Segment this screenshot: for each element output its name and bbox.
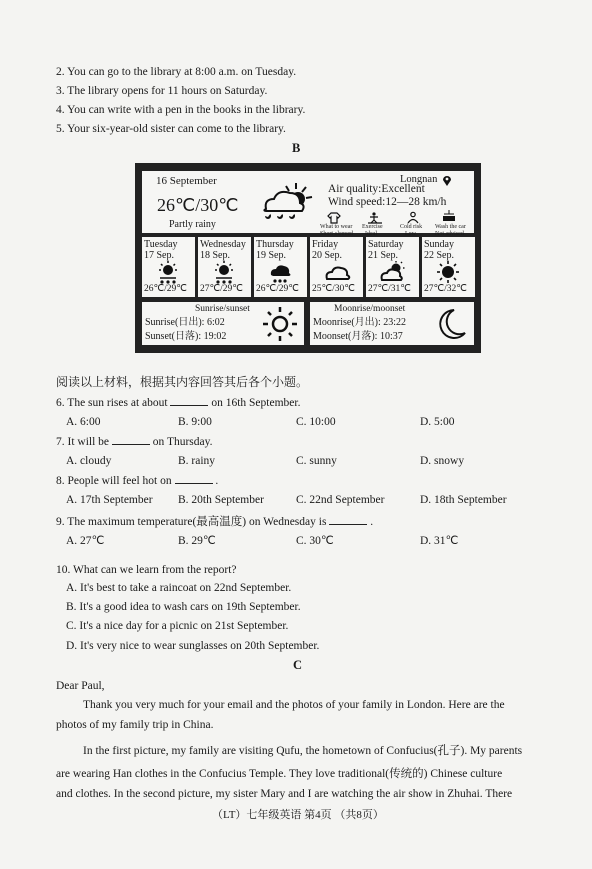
forecast-day-name: Tuesday <box>144 239 178 250</box>
question-10-option-c: C. It's a nice day for a picnic on 21st September. <box>66 620 289 632</box>
moon-icon <box>438 309 466 339</box>
forecast-day-name: Saturday <box>368 239 404 250</box>
letter-line-3: In the first picture, my family are visiting Qufu, the hometown of Confucius(孔子). My parents <box>83 745 523 757</box>
forecast-day <box>142 237 195 297</box>
page-footer: （LT）七年级英语 第4页 （共8页） <box>212 809 384 821</box>
sunset-time: Sunset(日落): 19:02 <box>145 331 227 342</box>
moon-title: Moonrise/moonset <box>334 304 406 314</box>
answer-option: D. 31℃ <box>420 535 459 547</box>
answer-blank[interactable] <box>175 474 213 484</box>
answer-option: B. 9:00 <box>178 416 212 428</box>
answer-option: A. 6:00 <box>66 416 101 428</box>
answer-option: A. cloudy <box>66 455 112 467</box>
sun-cloud-icon <box>379 261 405 285</box>
forecast-day-date: 21 Sep. <box>368 250 398 261</box>
tip-cold-value: Low <box>405 231 416 237</box>
answer-blank[interactable] <box>170 396 208 406</box>
forecast-day <box>254 237 307 297</box>
today-temp: 26℃/30℃ <box>157 195 239 215</box>
letter-greeting: Dear Paul, <box>56 680 105 692</box>
sun-cloud-rain-icon <box>258 181 318 231</box>
statement-5: 5. Your six-year-old sister can come to the library. <box>56 123 286 135</box>
answer-option: C. sunny <box>296 455 337 467</box>
sun-title: Sunrise/sunset <box>195 304 250 314</box>
forecast-day-temp: 27℃/32℃ <box>424 284 467 294</box>
question-tail: . <box>215 475 219 487</box>
letter-line-1: Thank you very much for your email and the photos of your family in London. Here are the <box>83 699 505 711</box>
answer-option: A. 27℃ <box>66 535 105 547</box>
answer-option: B. 20th September <box>178 494 264 506</box>
today-date: 16 September <box>156 175 217 187</box>
city-name: Longnan <box>400 174 438 185</box>
question-10-stem: 10. What can we learn from the report? <box>56 564 237 576</box>
question-text: 7. It will be <box>56 436 110 448</box>
tip-cold-label: Cold risk <box>400 224 423 230</box>
question-10-option-d: D. It's very nice to wear sunglasses on 20th September. <box>66 640 320 652</box>
forecast-day-date: 17 Sep. <box>144 250 174 261</box>
letter-line-4: are wearing Han clothes in the Confucius Temple. They love traditional(传统的) Chinese culture <box>56 768 503 780</box>
question-stem <box>56 435 213 448</box>
answer-option: D. 18th September <box>420 494 507 506</box>
forecast-day-date: 18 Sep. <box>200 250 230 261</box>
letter-line-5: and clothes. In the second picture, my sister Mary and I are watching the air show in Zhuhai. There <box>56 788 513 800</box>
rain-cloud-icon <box>267 261 293 285</box>
question-text: 8. People will feel hot on <box>56 475 172 487</box>
car-wash-icon <box>442 210 456 222</box>
cold-risk-icon <box>407 212 419 223</box>
moonset-time: Moonset(月落): 10:37 <box>313 331 403 342</box>
sunrise-time: Sunrise(日出): 6:02 <box>145 317 225 328</box>
tip-wear-label: What to wear <box>320 224 353 230</box>
forecast-day-name: Friday <box>312 239 339 250</box>
section-c-heading: C <box>293 658 303 672</box>
statement-4: 4. You can write with a pen in the books in the library. <box>56 104 306 116</box>
answer-blank[interactable] <box>112 435 150 445</box>
wind-speed: Wind speed:12—28 km/h <box>328 196 447 208</box>
question-text: 9. The maximum temperature(最高温度) on Wednesday is <box>56 516 327 528</box>
statement-3: 3. The library opens for 11 hours on Saturday. <box>56 85 268 97</box>
forecast-day-name: Wednesday <box>200 239 246 250</box>
question-tail: on 16th September. <box>211 397 301 409</box>
tip-exercise-label: Exercise <box>362 224 383 230</box>
forecast-day-name: Thursday <box>256 239 294 250</box>
question-tail: . <box>370 516 374 528</box>
forecast-day-date: 20 Sep. <box>312 250 342 261</box>
sun-rain-icon <box>155 261 181 285</box>
answer-option: D. 5:00 <box>420 416 455 428</box>
forecast-day <box>198 237 251 297</box>
forecast-day-date: 19 Sep. <box>256 250 286 261</box>
forecast-day-temp: 26℃/29℃ <box>144 284 187 294</box>
moonrise-time: Moonrise(月出): 23:22 <box>313 317 407 328</box>
cloud-icon <box>323 261 349 285</box>
answer-option: B. 29℃ <box>178 535 216 547</box>
question-10-option-a: A. It's best to take a raincoat on 22nd September. <box>66 582 292 594</box>
answer-option: C. 30℃ <box>296 535 334 547</box>
question-stem <box>56 474 218 487</box>
moon-panel <box>310 302 474 345</box>
answer-option: D. snowy <box>420 455 465 467</box>
answer-option: A. 17th September <box>66 494 153 506</box>
forecast-day-temp: 25℃/30℃ <box>312 284 355 294</box>
forecast-day <box>422 237 475 297</box>
sunrise-sunset-icon <box>263 307 297 341</box>
air-quality: Air quality:Excellent <box>328 183 425 195</box>
answer-blank[interactable] <box>329 515 367 525</box>
forecast-day-date: 22 Sep. <box>424 250 454 261</box>
letter-line-2: photos of my family trip in China. <box>56 719 214 731</box>
instruction: 阅读以上材料，根据其内容回答其后各个小题。 <box>56 375 309 389</box>
answer-option: C. 22nd September <box>296 494 385 506</box>
forecast-day-name: Sunday <box>424 239 454 250</box>
weather-card <box>135 163 481 353</box>
forecast-day <box>366 237 419 297</box>
sun-panel <box>142 302 304 345</box>
question-stem <box>56 396 300 409</box>
forecast-day-temp: 27℃/29℃ <box>200 284 243 294</box>
forecast-day-temp: 27℃/31℃ <box>368 284 411 294</box>
question-stem <box>56 513 373 529</box>
today-panel <box>142 171 474 237</box>
tip-car-value: Not advised <box>435 231 464 237</box>
tip-exercise-value: Ideal <box>365 231 377 237</box>
forecast-day <box>310 237 363 297</box>
location-pin-icon <box>442 175 452 187</box>
sun-rain-icon <box>211 261 237 285</box>
question-tail: on Thursday. <box>152 436 213 448</box>
tip-car-label: Wash the car <box>435 224 466 230</box>
tip-wear-value: Short-sleeved <box>320 231 353 237</box>
answer-option: B. rainy <box>178 455 216 467</box>
question-10-option-b: B. It's a good idea to wash cars on 19th September. <box>66 601 301 613</box>
statement-2: 2. You can go to the library at 8:00 a.m. on Tuesday. <box>56 66 297 78</box>
shirt-icon <box>328 213 340 223</box>
exercise-icon <box>368 212 382 223</box>
forecast-day-temp: 26℃/29℃ <box>256 284 299 294</box>
answer-option: C. 10:00 <box>296 416 336 428</box>
today-condition: Partly rainy <box>169 219 216 230</box>
sun-icon <box>435 261 461 285</box>
question-text: 6. The sun rises at about <box>56 397 168 409</box>
section-b-heading: B <box>292 141 301 155</box>
